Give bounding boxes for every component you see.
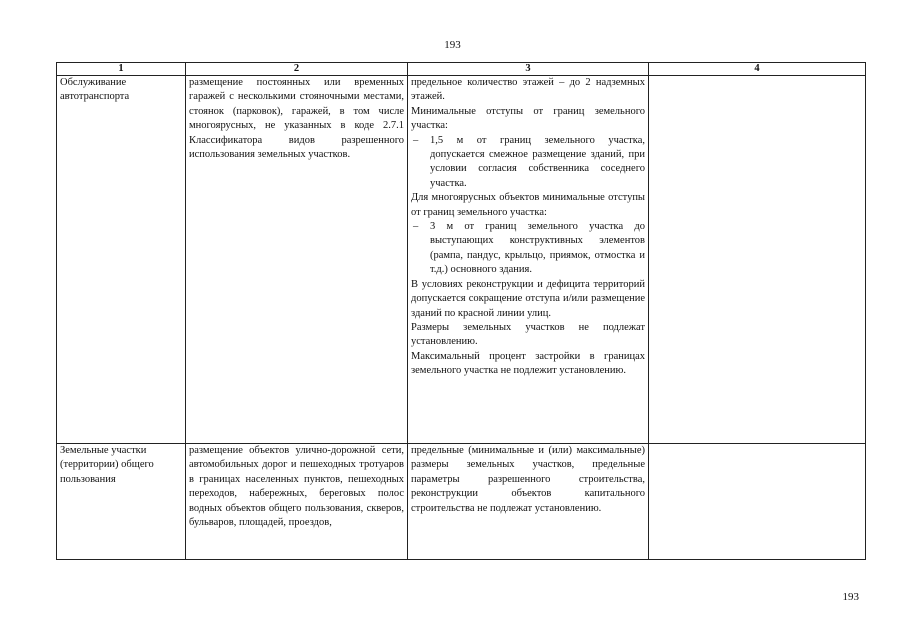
- use-type-description-text: размещение постоянных или временных гаражей с несколькими стояночными местами, стоянок (парковок), гаражей, в том числе многоярусных, не указанных в коде 2.7.1 Классификатора видов разрешенного использования земельных участков.: [189, 77, 404, 161]
- parameters-cell: [408, 444, 649, 560]
- parameter-paragraph: предельное количество этажей – до 2 надземных этажей.: [411, 77, 645, 103]
- parameters-list: [411, 76, 645, 379]
- parameter-paragraph: Для многоярусных объектов минимальные отступы от границ земельного участка:: [411, 192, 645, 218]
- table-row: [57, 76, 866, 444]
- use-type-name: [57, 76, 186, 444]
- use-type-name-text: Земельные участки (территории) общего пользования: [60, 445, 154, 485]
- col4-cell: [649, 444, 866, 560]
- list-dash: –: [413, 134, 419, 146]
- parameter-paragraph: В условиях реконструкции и дефицита территорий допускается сокращение отступа и/или размещение зданий по красной линии улиц.: [411, 278, 645, 319]
- table-row: [57, 444, 866, 560]
- parameter-paragraph: предельные (минимальные и (или) максимальные) размеры земельных участков, предельные параметры разрешенного строительства, реконструкции объектов капитального строительства не подлежат установлению.: [411, 445, 645, 514]
- parameter-paragraph: Минимальные отступы от границ земельного участка:: [411, 105, 645, 132]
- page-number-top: 193: [444, 39, 461, 51]
- parameters-cell: [408, 76, 649, 444]
- header-col-2: 2: [186, 63, 408, 76]
- list-dash: –: [413, 221, 419, 233]
- page-number-bottom: 193: [842, 591, 859, 603]
- use-type-name-text: Обслуживание автотранспорта: [60, 77, 130, 103]
- use-type-description: [186, 76, 408, 444]
- parameter-text: 3 м от границ земельного участка до выступающих конструктивных элементов (рампа, пандус, крыльцо, приямок, отмостка и т.д.) основного здания.: [430, 221, 645, 276]
- header-col-3: 3: [408, 63, 649, 76]
- header-col-1: 1: [57, 63, 186, 76]
- regulation-table: [56, 62, 866, 560]
- use-type-description: [186, 444, 408, 560]
- use-type-name: [57, 444, 186, 560]
- table-header-row: [57, 63, 866, 76]
- parameter-list-item: [411, 220, 645, 278]
- parameter-paragraph: Размеры земельных участков не подлежат установлению.: [411, 321, 645, 348]
- header-col-4: 4: [649, 63, 866, 76]
- parameter-text: 1,5 м от границ земельного участка, допускается смежное размещение зданий, при условии согласия собственника соседнего участка.: [430, 134, 645, 189]
- parameter-list-item: [411, 134, 645, 192]
- col4-cell: [649, 76, 866, 444]
- parameters-list: [411, 444, 645, 516]
- parameter-paragraph: Максимальный процент застройки в границах земельного участка не подлежит установлению.: [411, 350, 645, 377]
- use-type-description-text: размещение объектов улично-дорожной сети, автомобильных дорог и пешеходных тротуаров в границах населенных пунктов, пешеходных переходов, набережных, береговых полос водных объектов общего пользования, скверов, бульваров, площадей, проездов,: [189, 445, 404, 529]
